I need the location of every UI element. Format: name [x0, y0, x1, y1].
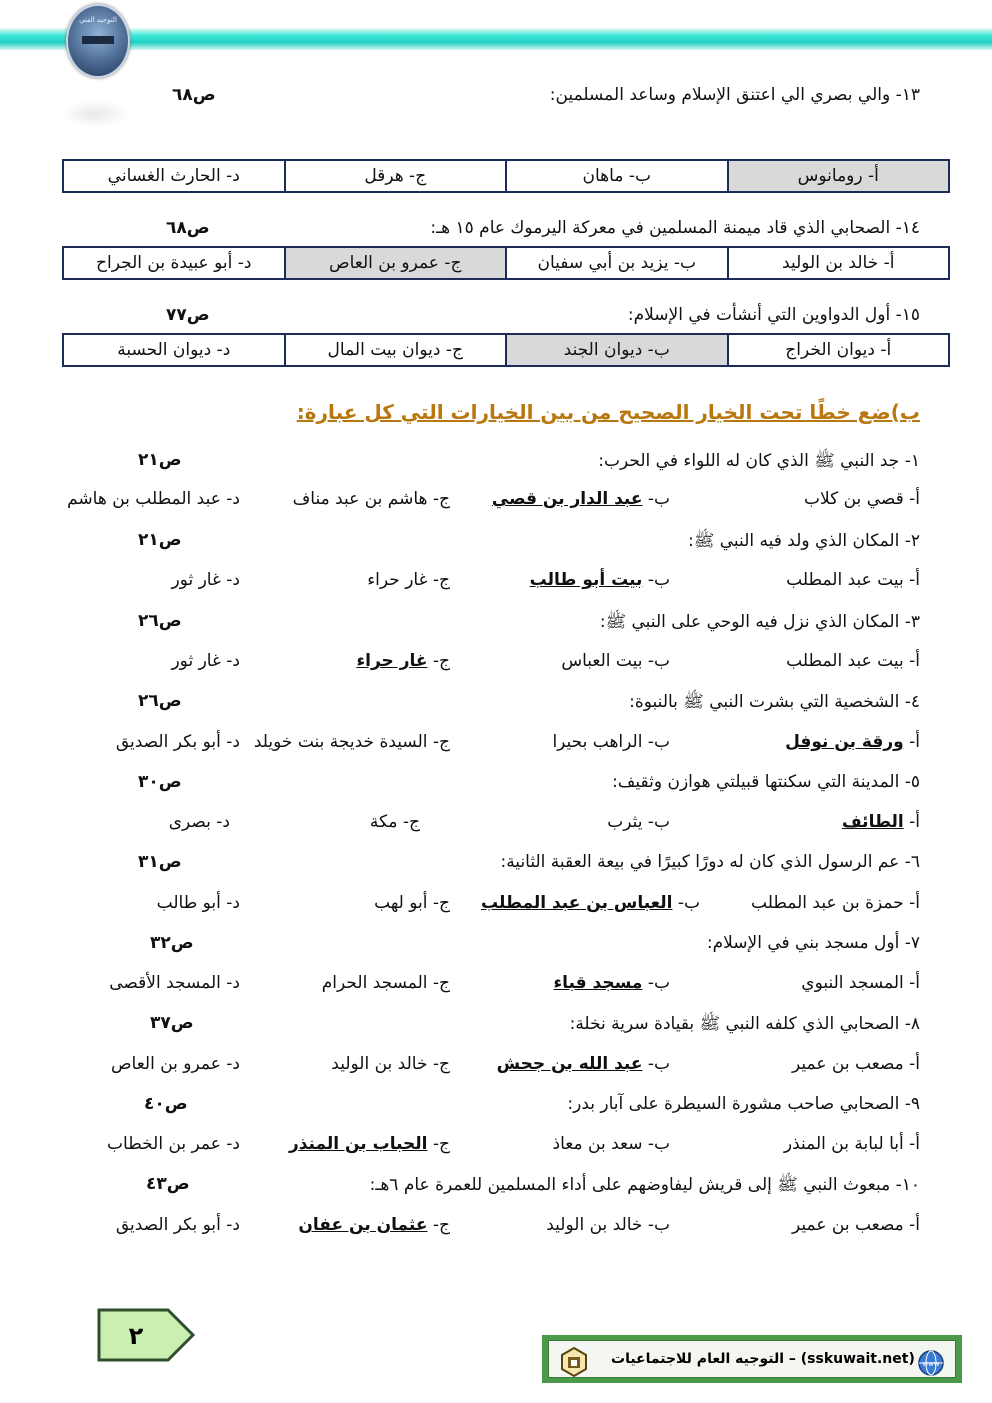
option-b2-d: غار ثور [171, 570, 221, 590]
option-b8-c: خالد بن الوليد [331, 1054, 428, 1074]
page-ref-b5: ص٣٠ [138, 772, 182, 792]
option-b5-d: بصرى [168, 812, 211, 832]
question-b4: ٤- الشخصية التي بشرت النبي ﷺ بالنبوة: [629, 692, 920, 712]
options-table-13 [62, 159, 950, 193]
option-14-b: ب- يزيد بن أبي سفيان [506, 247, 728, 279]
option-b9-d: عمر بن الخطاب [107, 1134, 221, 1154]
footer-banner [542, 1335, 962, 1383]
options-row-b4: أ- ورقة بن نوفل ب- الراهب بحيرا ج- السيدة خديجة بنت خويلد د- أبو بكر الصديق [115, 732, 920, 752]
option-b5-a-answer: الطائف [841, 812, 904, 832]
option-15-a: أ- ديوان الخراج [728, 334, 950, 366]
page-ref-13: ص٦٨ [172, 85, 216, 105]
options-row-b2: أ- بيت عبد المطلب ب- بيت أبو طالب ج- غار حراء د- غار ثور [171, 570, 920, 590]
option-b9-c-answer: الحباب بن المنذر [288, 1134, 428, 1154]
page-ref-b10: ص٤٣ [146, 1174, 190, 1194]
page-ref-14: ص٦٨ [166, 218, 210, 238]
section-b-heading: ب)ضع خطًا تحت الخيار الصحيح من بين الخيارات التي كل عبارة: [296, 400, 920, 424]
option-b8-a: مصعب بن عمير [792, 1054, 904, 1074]
option-b1-d: عبد المطلب بن هاشم [67, 489, 221, 509]
options-row-b10: أ- مصعب بن عمير ب- خالد بن الوليد ج- عثمان بن عفان د- أبو بكر الصديق [115, 1215, 920, 1235]
option-b2-c: غار حراء [367, 570, 428, 590]
option-b9-a: أبا لبابة بن المنذر [783, 1134, 904, 1154]
options-table-15 [62, 333, 950, 367]
page-ref-b1: ص٢١ [138, 450, 182, 470]
question-b7: ٧- أول مسجد بني في الإسلام: [706, 933, 920, 953]
option-b1-a: قصي بن كلاب [803, 489, 904, 509]
option-b10-b: خالد بن الوليد [546, 1215, 643, 1235]
question-b8: ٨- الصحابي الذي كلفه النبي ﷺ بقيادة سرية نخلة: [569, 1014, 920, 1034]
options-row-b9: أ- أبا لبابة بن المنذر ب- سعد بن معاذ ج- الحباب بن المنذر د- عمر بن الخطاب [107, 1134, 920, 1154]
svg-text:www: www [922, 1360, 940, 1368]
question-b6: ٦- عم الرسول الذي كان له دورًا كبيرًا في بيعة العقبة الثانية: [500, 852, 920, 872]
department-logo [66, 4, 130, 78]
option-b7-c: المسجد الحرام [321, 973, 428, 993]
question-14: ١٤- الصحابي الذي قاد ميمنة المسلمين في معركة اليرموك عام ١٥ هـ: [430, 218, 920, 238]
option-b7-a: المسجد النبوي [801, 973, 904, 993]
header-bar [0, 28, 992, 50]
option-b10-d: أبو بكر الصديق [115, 1215, 221, 1235]
question-b3: ٣- المكان الذي نزل فيه الوحي على النبي ﷺ: [599, 612, 920, 632]
option-b4-b: الراهب بحيرا [552, 732, 643, 752]
option-13-d: د- الحارث الغساني [63, 160, 285, 192]
ministry-emblem-icon [559, 1346, 589, 1382]
option-b6-d: أبو طالب [156, 893, 221, 913]
option-b6-b-answer: العباس بن عبد المطلب [480, 893, 673, 913]
option-b7-d: المسجد الأقصى [109, 973, 221, 993]
option-b3-b: بيت العباس [561, 651, 643, 671]
option-13-a: أ- رومانوس [728, 160, 950, 192]
option-b4-a-answer: ورقة بن نوفل [785, 732, 904, 752]
question-13: ١٣- والي بصري الي اعتنق الإسلام وساعد المسلمين: [549, 85, 920, 105]
option-14-c: ج- عمرو بن العاص [285, 247, 507, 279]
option-b6-c: أبو لهب [374, 893, 428, 913]
option-14-d: د- أبو عبيدة بن الجراح [63, 247, 285, 279]
page-number: ٢ [128, 1322, 144, 1350]
page-ref-15: ص٧٧ [166, 305, 210, 325]
option-b2-a: بيت عبد المطلب [786, 570, 904, 590]
options-row-b8: أ- مصعب بن عمير ب- عبد الله بن جحش ج- خالد بن الوليد د- عمرو بن العاص [110, 1054, 920, 1074]
option-b2-b-answer: بيت أبو طالب [529, 570, 643, 590]
page-ref-b2: ص٢١ [138, 530, 182, 550]
option-15-c: ج- ديوان بيت المال [285, 334, 507, 366]
option-b9-b: سعد بن معاذ [552, 1134, 643, 1154]
question-b5: ٥- المدينة التي سكنتها قبيلتي هوازن وثقيف: [612, 772, 920, 792]
option-15-d: د- ديوان الحسبة [63, 334, 285, 366]
options-row-b1: أ- قصي بن كلاب ب- عبد الدار بن قصي ج- هاشم بن عبد مناف د- عبد المطلب بن هاشم [67, 489, 920, 509]
option-13-c: ج- هرقل [285, 160, 507, 192]
option-b3-d: غار ثور [171, 651, 221, 671]
question-b9: ٩- الصحابي صاحب مشورة السيطرة على آبار بدر: [567, 1094, 920, 1114]
question-b1: ١- جد النبي ﷺ الذي كان له اللواء في الحرب: [598, 451, 920, 471]
option-b5-c: مكة [369, 812, 398, 832]
option-b8-d: عمرو بن العاص [110, 1054, 221, 1074]
option-b3-a: بيت عبد المطلب [786, 651, 904, 671]
page-ref-b9: ص٤٠ [144, 1094, 188, 1114]
options-table-14 [62, 246, 950, 280]
option-b10-c-answer: عثمان بن عفان [298, 1215, 428, 1235]
option-b10-a: مصعب بن عمير [792, 1215, 904, 1235]
options-row-b7: أ- المسجد النبوي ب- مسجد قباء ج- المسجد الحرام د- المسجد الأقصى [109, 973, 920, 993]
option-b5-b: يثرب [607, 812, 643, 832]
option-b4-c: السيدة خديجة بنت خويلد [253, 732, 428, 752]
page-number-badge [96, 1307, 196, 1363]
options-row-b3: أ- بيت عبد المطلب ب- بيت العباس ج- غار حراء د- غار ثور [171, 651, 920, 671]
logo-text: التوجيه الفني [79, 16, 117, 24]
globe-icon [917, 1349, 945, 1381]
options-row-b6: أ- حمزة بن عبد المطلب ب- العباس بن عبد المطلب ج- أبو لهب د- أبو طالب [156, 893, 920, 913]
option-15-b: ب- ديوان الجند [506, 334, 728, 366]
option-14-a: أ- خالد بن الوليد [728, 247, 950, 279]
footer-text: (sskuwait.net) – التوجيه العام للاجتماعيات [611, 1351, 915, 1367]
option-b1-c: هاشم بن عبد مناف [292, 489, 428, 509]
option-b6-a: حمزة بن عبد المطلب [751, 893, 904, 913]
option-b8-b-answer: عبد الله بن جحش [496, 1054, 643, 1074]
option-b3-c-answer: غار حراء [356, 651, 428, 671]
option-b4-d: أبو بكر الصديق [115, 732, 221, 752]
question-15: ١٥- أول الدواوين التي أنشأت في الإسلام: [627, 305, 920, 325]
option-13-b: ب- ماهان [506, 160, 728, 192]
page-ref-b7: ص٣٢ [150, 933, 194, 953]
page-ref-b8: ص٣٧ [150, 1013, 194, 1033]
options-row-b5: أ- الطائف ب- يثرب ج- مكة د- بصرى [168, 812, 920, 832]
page-ref-b4: ص٢٦ [138, 691, 182, 711]
question-b10: ١٠- مبعوث النبي ﷺ إلى قريش ليفاوضهم على أداء المسلمين للعمرة عام ٦هـ: [369, 1175, 920, 1195]
question-b2: ٢- المكان الذي ولد فيه النبي ﷺ: [688, 531, 920, 551]
option-b7-b-answer: مسجد قباء [553, 973, 643, 993]
page-ref-b3: ص٢٦ [138, 611, 182, 631]
option-b1-b-answer: عبد الدار بن قصي [491, 489, 643, 509]
page-ref-b6: ص٣١ [138, 852, 182, 872]
